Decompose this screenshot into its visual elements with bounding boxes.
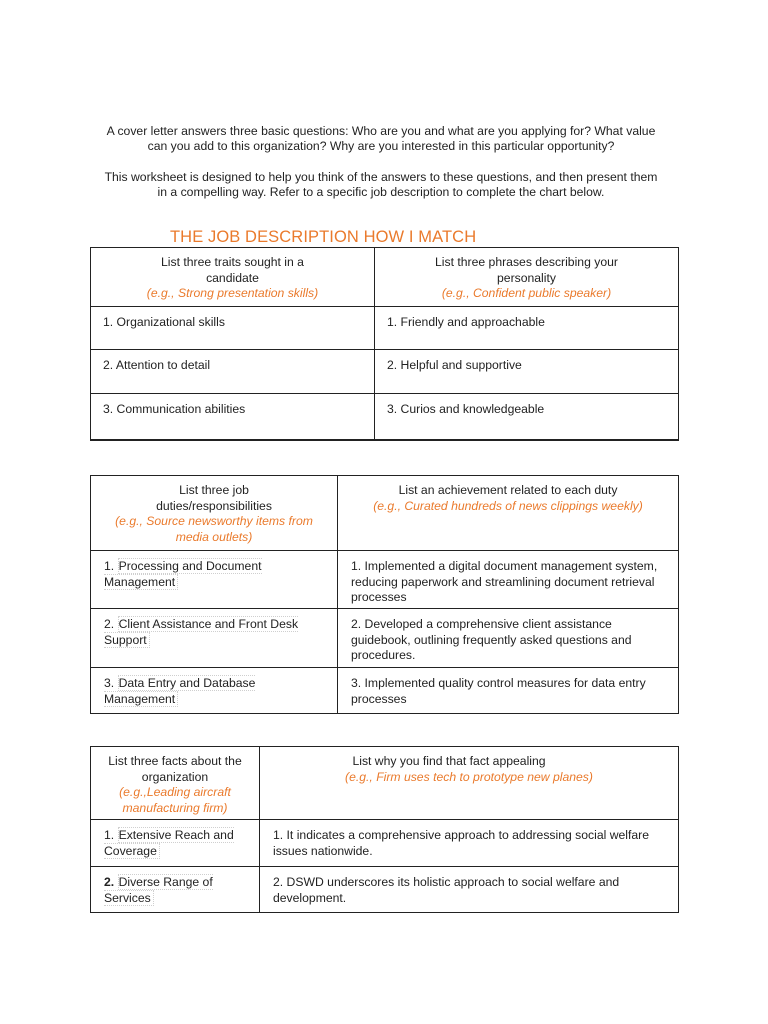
table-row (91, 394, 679, 440)
header-label: List three facts about the organization (108, 754, 242, 784)
header-example: (e.g., Confident public speaker) (441, 286, 612, 300)
fact-cell (91, 867, 260, 913)
header-example: (e.g., Firm uses tech to prototype new planes) (345, 769, 593, 784)
row-number: 2. (104, 875, 118, 889)
header-example: (e.g., Curated hundreds of news clippings weekly) (373, 498, 643, 513)
header-example: (e.g., Source newsworthy items from media outlets) (115, 514, 313, 544)
personality-cell: 3. Curios and knowledgeable (375, 394, 679, 440)
section-title: THE JOB DESCRIPTION HOW I MATCH (170, 228, 477, 246)
fact-text: Diverse Range of Services (104, 875, 213, 905)
table-row (91, 867, 679, 913)
header-cell (91, 248, 375, 307)
table-header-row (91, 747, 679, 820)
table-row (91, 307, 679, 350)
header-cell (91, 476, 338, 551)
achievement-cell: 1. Implemented a digital document management system, reducing paperwork and streamlining document retrieval processes (338, 551, 679, 609)
duty-text: Processing and Document Management (104, 559, 262, 589)
header-label: List an achievement related to each duty (398, 483, 618, 497)
row-number: 1. (104, 559, 118, 573)
header-cell (338, 476, 679, 551)
row-number: 3. (104, 676, 118, 690)
header-label: List why you find that fact appealing (352, 754, 546, 768)
organization-facts-table (90, 746, 679, 913)
header-cell (91, 747, 260, 820)
table-row (91, 609, 679, 668)
trait-cell: 1. Organizational skills (91, 307, 375, 350)
header-cell (375, 248, 679, 307)
personality-cell: 2. Helpful and supportive (375, 350, 679, 394)
header-example: (e.g., Strong presentation skills) (146, 286, 319, 300)
appeal-cell: 1. It indicates a comprehensive approach to addressing social welfare issues nationwide. (260, 820, 679, 867)
table-row (91, 551, 679, 609)
appeal-cell: 2. DSWD underscores its holistic approach to social welfare and development. (260, 867, 679, 913)
header-example: (e.g.,Leading aircraft manufacturing firm) (119, 785, 231, 815)
duty-text: Data Entry and Database Management (104, 676, 256, 706)
table-header-row (91, 248, 679, 307)
personality-cell: 1. Friendly and approachable (375, 307, 679, 350)
duty-cell (91, 609, 338, 668)
fact-text: Extensive Reach and Coverage (104, 828, 234, 858)
achievement-cell: 2. Developed a comprehensive client assistance guidebook, outlining frequently asked questions and procedures. (338, 609, 679, 668)
duty-cell (91, 668, 338, 714)
achievement-cell: 3. Implemented quality control measures for data entry processes (338, 668, 679, 714)
traits-personality-table (90, 247, 679, 441)
duty-text: Client Assistance and Front Desk Support (104, 617, 299, 647)
row-number: 1. (104, 828, 118, 842)
duties-achievements-table (90, 475, 679, 714)
intro-paragraph-1: A cover letter answers three basic questions: Who are you and what are you applying for? What value can you add to this organization? Why are you interested in this particular opportunity? (106, 124, 656, 153)
row-number: 2. (104, 617, 118, 631)
table-row (91, 668, 679, 714)
header-label: List three phrases describing your personality (435, 255, 618, 285)
table-row (91, 350, 679, 394)
intro-paragraph-2: This worksheet is designed to help you think of the answers to these questions, and then present them in a compelling way. Refer to a specific job description to complete the chart below. (104, 170, 658, 199)
table-row (91, 820, 679, 867)
trait-cell: 3. Communication abilities (91, 394, 375, 440)
header-cell (260, 747, 679, 820)
fact-cell (91, 820, 260, 867)
header-label: List three job duties/responsibilities (156, 483, 272, 513)
table-header-row (91, 476, 679, 551)
trait-cell: 2. Attention to detail (91, 350, 375, 394)
header-label: List three traits sought in a candidate (161, 255, 304, 285)
duty-cell (91, 551, 338, 609)
